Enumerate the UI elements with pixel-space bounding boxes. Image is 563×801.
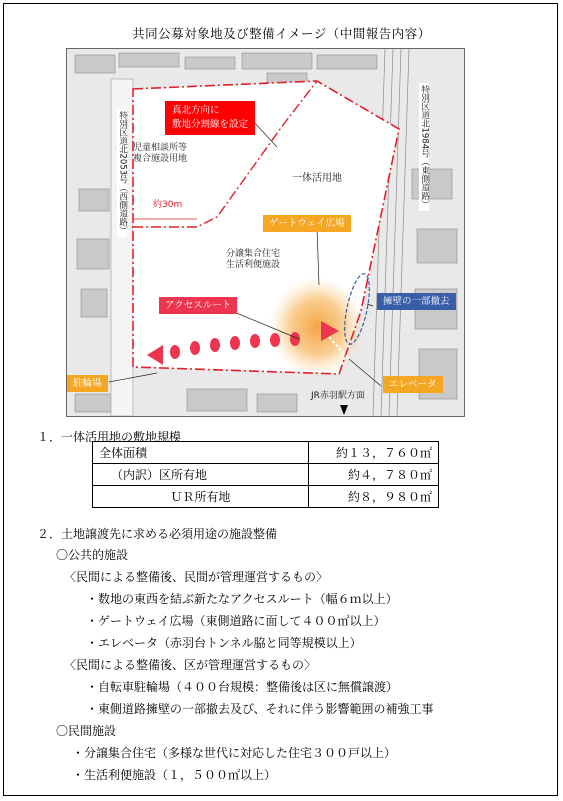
- callout-gateway-plaza: ゲートウェイ広場: [263, 215, 351, 232]
- list-item: ・自転車駐輪場（４００台規模：整備後は区に無償譲渡）: [86, 680, 399, 694]
- station-arrow: [340, 405, 348, 415]
- table-row: [93, 464, 439, 486]
- list-item: ・エレベータ（赤羽台トンネル脇と同等規模以上）: [86, 636, 362, 650]
- label-housing-1: 分譲集合住宅: [226, 249, 281, 259]
- list-item: ・生活利便施設（１，５００㎡以上）: [72, 768, 277, 782]
- area-value: 約１３，７６０㎡: [309, 442, 439, 464]
- public-facilities-heading: 〇公共的施設: [56, 548, 129, 562]
- label-child-center-2: 複合施設用地: [133, 154, 188, 164]
- gateway-glow: [269, 277, 365, 377]
- label-housing: [226, 249, 280, 271]
- table-row: [93, 486, 439, 508]
- callout-split-line-1: 真北方向に: [172, 105, 220, 116]
- callout-split-line-2: 敷地分割線を設定: [172, 119, 249, 130]
- site-map: [66, 48, 465, 417]
- list-item: ・東側道路擁壁の一部撤去及び、それに伴う影響範囲の補強工事: [86, 702, 434, 716]
- list-item: ・数地の東西を結ぶ新たなアクセスルート（幅６ｍ以上）: [86, 592, 398, 606]
- callout-wall-removal: 擁壁の一部撤去: [377, 293, 456, 310]
- label-station-direction: JR赤羽駅方面: [311, 391, 365, 401]
- list-item: ・ゲートウェイ広場（東側道路に面して４００㎡以上）: [86, 614, 386, 628]
- callout-bicycle-parking: 駐輪場: [67, 375, 108, 392]
- private-facilities-heading: 〇民間施設: [56, 724, 117, 738]
- callout-elevator: エレベータ: [383, 376, 443, 393]
- table-row: [93, 442, 439, 464]
- label-west-road: 特別区道北2053号（西側道路）: [117, 111, 128, 235]
- group1-heading: 〈民間による整備後、民間が管理運営するもの〉: [64, 570, 329, 584]
- section2-heading: ２．土地譲渡先に求める必須用途の施設整備: [37, 527, 278, 541]
- railway: [373, 49, 409, 416]
- callout-access-route: アクセスルート: [159, 297, 237, 314]
- label-30m: 約30m: [153, 200, 183, 210]
- area-value: 約４，７８０㎡: [309, 464, 439, 486]
- area-label: （内訳）区所有地: [93, 464, 309, 486]
- section1-heading: １．一体活用地の敷地規模: [37, 430, 182, 444]
- area-label: 全体面積: [93, 442, 309, 464]
- area-value: 約８，９８０㎡: [309, 486, 439, 508]
- list-item: ・分譲集合住宅（多様な世代に対応した住宅３００戸以上）: [72, 746, 397, 760]
- label-unified-site: 一体活用地: [292, 173, 342, 184]
- page-title: 共同公募対象地及び整備イメージ（中間報告内容）: [132, 26, 431, 41]
- label-housing-2: 生活利便施設: [226, 260, 281, 270]
- area-table: [92, 441, 439, 508]
- group2-heading: 〈民間による整備後、区が管理運営するもの〉: [64, 658, 317, 672]
- label-east-road: 特別区道北1984号（東側道路）: [419, 85, 430, 209]
- callout-split-line: [165, 101, 255, 135]
- label-child-center: [133, 143, 187, 165]
- area-label: ＵＲ所有地: [93, 486, 309, 508]
- label-child-center-1: 児童相談所等: [133, 143, 188, 153]
